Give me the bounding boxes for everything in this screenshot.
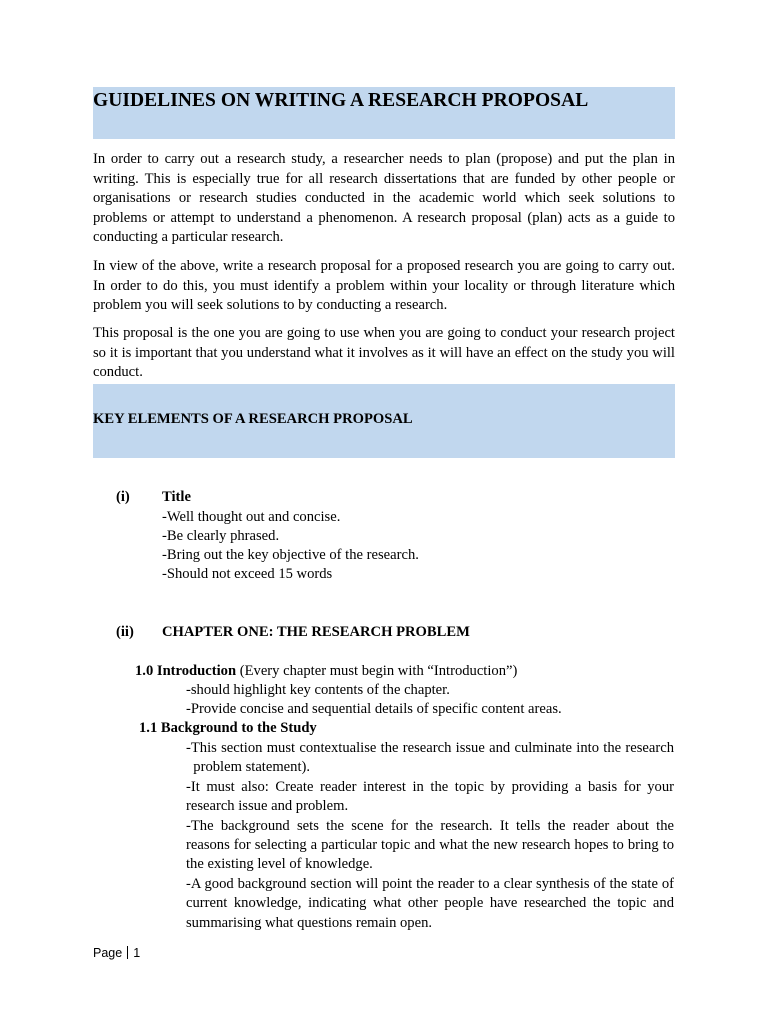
list-item: -It must also: Create reader interest in the topic by providing a basis for your research issue and problem. <box>186 778 674 815</box>
list-item: -Should not exceed 15 words <box>162 566 333 582</box>
section-1-0-line <box>135 662 517 682</box>
key-elements-heading: KEY ELEMENTS OF A RESEARCH PROPOSAL <box>93 411 413 427</box>
list-item: -Well thought out and concise. <box>162 509 341 525</box>
section-1-1-heading: 1.1 Background to the Study <box>139 720 317 736</box>
section-1-0-note: (Every chapter must begin with “Introduction”) <box>236 663 518 679</box>
item-ii-numeral: (ii) <box>116 624 134 640</box>
intro-paragraph-1: In order to carry out a research study, a researcher needs to plan (propose) and put the plan in writing. This is especially true for all research dissertations that are funded by other people or organisations or research studies conducted in the academic world which seek solutions to problems or attempt to understand a phenomenon. A research proposal (plan) acts as a guide to conducting a particular research. <box>93 151 675 245</box>
page-number: 1 <box>133 946 141 960</box>
list-item: -The background sets the scene for the research. It tells the reader about the reasons for selecting a particular topic and what the new research hopes to bring to the existing level of knowledge. <box>186 817 674 873</box>
list-item: -A good background section will point the reader to a clear synthesis of the state of current knowledge, indicating what other people have researched the topic and summarising what questions remain open. <box>186 875 674 931</box>
list-item: -This section must contextualise the research issue and culminate into the research problem statement). <box>186 740 674 776</box>
list-item: -Be clearly phrased. <box>162 528 280 544</box>
introduction-bullet-list <box>186 681 674 720</box>
item-i-label: Title <box>162 489 191 505</box>
list-item: -Bring out the key objective of the research. <box>162 547 419 563</box>
item-i-numeral: (i) <box>116 489 130 505</box>
item-ii-label: CHAPTER ONE: THE RESEARCH PROBLEM <box>162 624 470 640</box>
page-footer <box>93 946 140 960</box>
key-elements-banner <box>93 384 675 458</box>
footer-divider <box>127 946 128 959</box>
background-bullet-list <box>186 739 674 933</box>
intro-paragraph-3: This proposal is the one you are going to use when you are going to conduct your research project so it is important that you understand what it involves as it will have an effect on the study you will conduct. <box>93 325 675 380</box>
title-banner <box>93 87 675 139</box>
list-item: -should highlight key contents of the chapter. <box>186 682 450 698</box>
document-title: GUIDELINES ON WRITING A RESEARCH PROPOSAL <box>93 90 589 111</box>
list-item: -Provide concise and sequential details of specific content areas. <box>186 701 562 718</box>
section-1-0-heading: 1.0 Introduction <box>135 663 237 679</box>
page-label: Page <box>93 946 123 960</box>
intro-paragraph-2: In view of the above, write a research proposal for a proposed research you are going to carry out. In order to do this, you must identify a problem within your locality or through literature which problem you will seek solutions to by conducting a research. <box>93 258 675 313</box>
title-bullet-list <box>162 508 419 584</box>
